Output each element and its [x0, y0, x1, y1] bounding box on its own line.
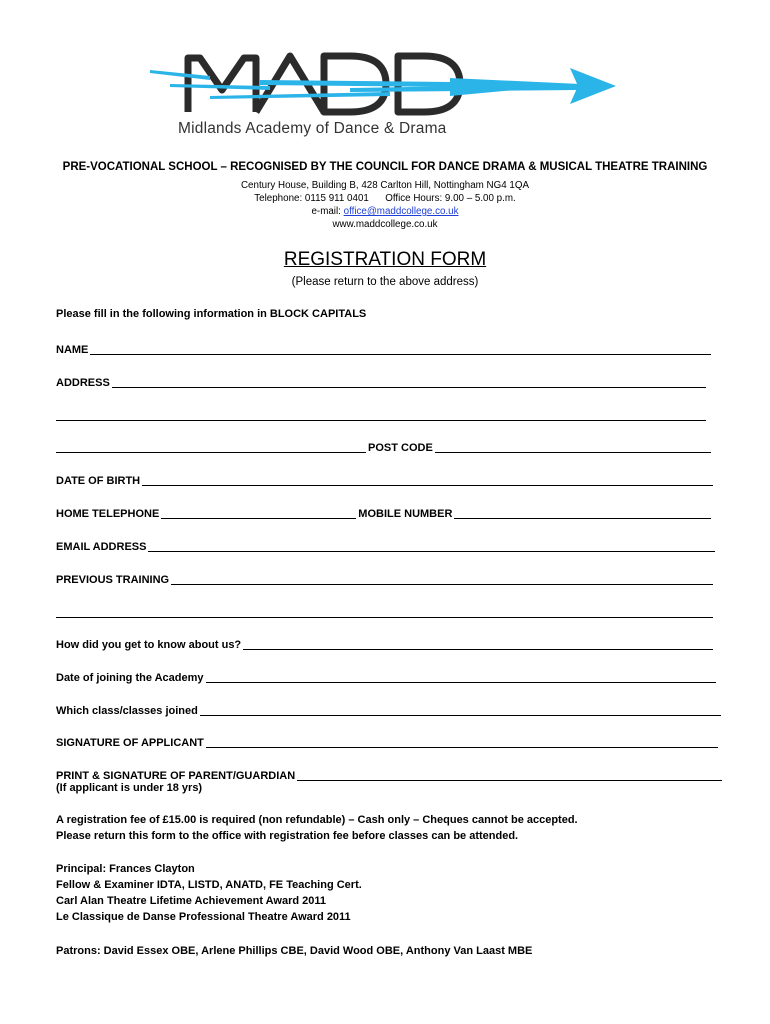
how-heard-field[interactable]	[56, 634, 713, 652]
email-address-label: EMAIL ADDRESS	[56, 541, 147, 553]
principal: Principal: Frances Clayton	[56, 863, 195, 875]
dob-input-line[interactable]	[142, 484, 713, 486]
mobile-number-input-line[interactable]	[454, 517, 711, 519]
address-label: ADDRESS	[56, 377, 110, 389]
email-line	[0, 206, 770, 217]
email-link[interactable]: office@maddcollege.co.uk	[343, 206, 459, 217]
principal-credentials: Fellow & Examiner IDTA, LISTD, ANATD, FE Teaching Cert.	[56, 879, 362, 891]
logo-tagline: Midlands Academy of Dance & Drama	[178, 120, 447, 137]
classes-joined-field[interactable]	[56, 700, 721, 718]
address-field[interactable]	[56, 372, 706, 390]
date-joining-label: Date of joining the Academy	[56, 672, 204, 684]
parent-signature-input-line[interactable]	[297, 779, 722, 781]
date-joining-field[interactable]	[56, 667, 716, 685]
parent-signature-label: PRINT & SIGNATURE OF PARENT/GUARDIAN	[56, 770, 296, 782]
address-postcode-row[interactable]	[56, 437, 711, 455]
address-input-line-2[interactable]	[56, 419, 706, 421]
postcode-input-line[interactable]	[435, 451, 711, 453]
previous-training-label: PREVIOUS TRAINING	[56, 574, 170, 586]
parent-signature-note: (If applicant is under 18 yrs)	[56, 782, 203, 794]
applicant-signature-field[interactable]	[56, 732, 718, 750]
previous-training-field-2[interactable]	[56, 602, 713, 620]
how-heard-label: How did you get to know about us?	[56, 639, 242, 651]
fee-notice-line-2: Please return this form to the office with registration fee before classes can be attended.	[56, 830, 519, 842]
form-title: REGISTRATION FORM	[283, 249, 487, 270]
telephone: Telephone: 0115 911 0401	[254, 193, 369, 204]
name-input-line[interactable]	[90, 353, 711, 355]
telephone-row[interactable]	[56, 503, 711, 521]
address-input-line-1[interactable]	[112, 386, 706, 388]
office-hours: Office Hours: 9.00 – 5.00 p.m.	[385, 193, 516, 204]
school-recognition-heading: PRE-VOCATIONAL SCHOOL – RECOGNISED BY THE COUNCIL FOR DANCE DRAMA & MUSICAL THEATRE TRAINING	[62, 161, 708, 173]
website[interactable]: www.maddcollege.co.uk	[332, 219, 438, 230]
classes-joined-input-line[interactable]	[200, 714, 721, 716]
school-address: Century House, Building B, 428 Carlton Hill, Nottingham NG4 1QA	[240, 180, 530, 191]
previous-training-field[interactable]	[56, 569, 713, 587]
dob-field[interactable]	[56, 470, 713, 488]
contact-line	[0, 193, 770, 204]
patrons: Patrons: David Essex OBE, Arlene Phillips CBE, David Wood OBE, Anthony Van Laast MBE	[56, 945, 533, 957]
previous-training-input-line-2[interactable]	[56, 616, 713, 618]
fee-notice-line-1: A registration fee of £15.00 is required (non refundable) – Cash only – Cheques cannot be accepted.	[56, 814, 578, 826]
home-telephone-label: HOME TELEPHONE	[56, 508, 160, 520]
name-field[interactable]	[56, 339, 711, 357]
award-le-classique: Le Classique de Danse Professional Theatre Award 2011	[56, 911, 351, 923]
home-telephone-input-line[interactable]	[161, 517, 356, 519]
name-label: NAME	[56, 344, 89, 356]
classes-joined-label: Which class/classes joined	[56, 705, 198, 717]
parent-signature-field[interactable]	[56, 765, 722, 783]
dob-label: DATE OF BIRTH	[56, 475, 141, 487]
email-field[interactable]	[56, 536, 715, 554]
date-joining-input-line[interactable]	[206, 681, 716, 683]
email-address-input-line[interactable]	[148, 550, 715, 552]
applicant-signature-input-line[interactable]	[206, 746, 718, 748]
form-instruction: Please fill in the following information in BLOCK CAPITALS	[56, 308, 367, 320]
form-subtitle: (Please return to the above address)	[291, 276, 479, 288]
award-carl-alan: Carl Alan Theatre Lifetime Achievement Award 2011	[56, 895, 327, 907]
mobile-number-label: MOBILE NUMBER	[358, 508, 453, 520]
email-label: e-mail:	[311, 206, 341, 217]
address-input-line-3[interactable]	[56, 451, 366, 453]
applicant-signature-label: SIGNATURE OF APPLICANT	[56, 737, 204, 749]
postcode-label: POST CODE	[368, 442, 433, 454]
how-heard-input-line[interactable]	[243, 648, 713, 650]
previous-training-input-line-1[interactable]	[171, 583, 713, 585]
address-field-2[interactable]	[56, 405, 706, 423]
